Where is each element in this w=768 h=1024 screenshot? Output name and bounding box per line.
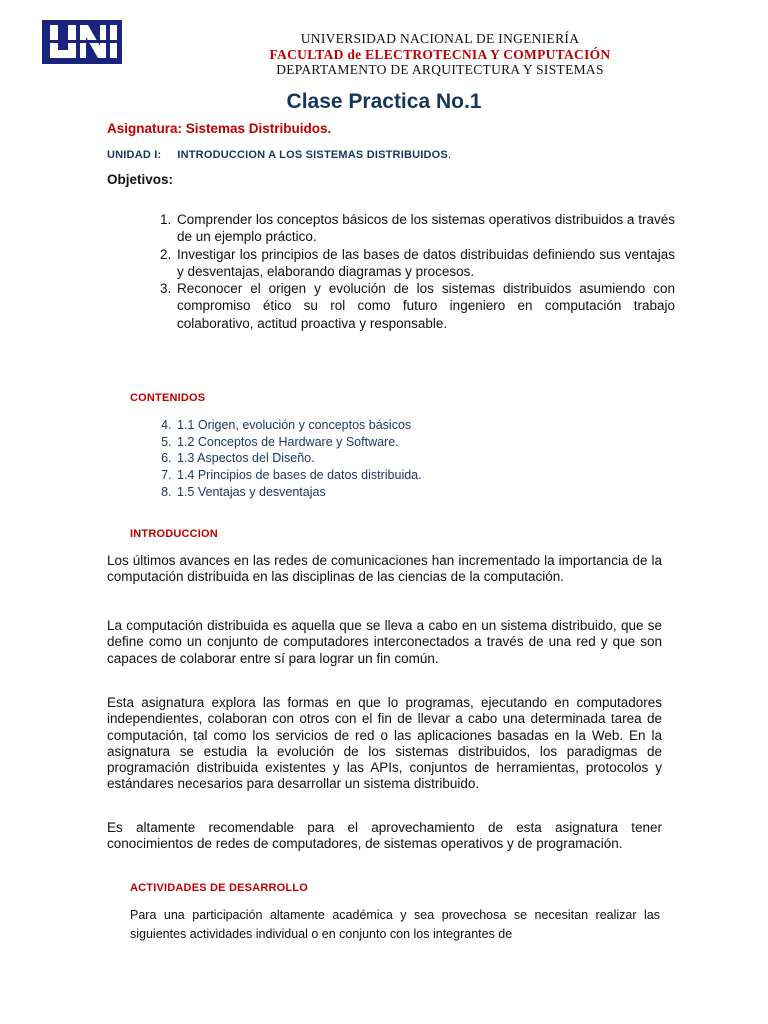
activities-paragraph: Para una participación altamente académica y sea provechosa se necesitan realizar las siguientes actividades individual o en conjunto con los integrantes de xyxy=(130,908,660,941)
intro-paragraph: Los últimos avances en las redes de comunicaciones han incrementado la importancia de la computación distribuida en las disciplinas de las ciencias de la computación. xyxy=(107,553,662,585)
faculty-name: FACULTAD de ELECTROTECNIA Y COMPUTACIÓN xyxy=(269,47,611,62)
document-title: Clase Practica No.1 xyxy=(286,90,482,113)
objective-item: 3. Reconocer el origen y evolución de los sistemas distribuidos asumiendo con compromiso ético su rol como futuro ingeniero en computación trabajo colaborativo, actitud proactiva y responsable. xyxy=(175,280,675,332)
content-item: 4. 1.1 Origen, evolución y conceptos básicos xyxy=(175,417,422,434)
objectives-list xyxy=(150,211,675,332)
contents-list xyxy=(150,417,422,501)
objectives-heading: Objetivos: xyxy=(107,172,174,187)
content-item: 8. 1.5 Ventajas y desventajas xyxy=(175,484,422,501)
intro-paragraph: Es altamente recomendable para el aprovechamiento de esta asignatura tener conocimientos de redes de computadores, de sistemas operativos y de programación. xyxy=(107,820,662,852)
unit-label: UNIDAD I: xyxy=(107,149,162,161)
subject-line: Asignatura: Sistemas Distribuidos. xyxy=(107,121,332,136)
content-item: 7. 1.4 Principios de bases de datos distribuida. xyxy=(175,467,422,484)
department-name: DEPARTAMENTO DE ARQUITECTURA Y SISTEMAS xyxy=(276,62,604,77)
university-name: UNIVERSIDAD NACIONAL DE INGENIERÍA xyxy=(300,31,580,46)
activities-heading: ACTIVIDADES DE DESARROLLO xyxy=(130,882,308,894)
intro-paragraph: Esta asignatura explora las formas en que lo programas, ejecutando en computadores independientes, colaboran con otros con el fin de llevar a cabo una determinada tarea de computación, tal como los servicios de red o las aplicaciones basadas en la Web. En la asignatura se estudia la evolución de los sistemas distribuidos, los paradigmas de programación distribuida existentes y las APIs, conjuntos de herramientas, protocolos y estándares necesarios para desarrollar un sistema distribuido. xyxy=(107,695,662,792)
unit-line xyxy=(107,149,451,161)
uni-logo xyxy=(42,20,122,64)
unit-suffix: . xyxy=(447,149,452,161)
objective-item: 2. Investigar los principios de las bases de datos distribuidas definiendo sus ventajas y desventajas, elaborando diagramas y procesos. xyxy=(175,246,675,281)
objective-item: 1. Comprender los conceptos básicos de los sistemas operativos distribuidos a través de un ejemplo práctico. xyxy=(175,211,675,246)
unit-name: INTRODUCCION A LOS SISTEMAS DISTRIBUIDOS xyxy=(177,149,448,161)
intro-paragraph: La computación distribuida es aquella que se lleva a cabo en un sistema distribuido, que se define como un conjunto de computadores interconectados a través de una red y que son capaces de colaborar entre sí para lograr un fin común. xyxy=(107,618,662,666)
intro-heading: INTRODUCCION xyxy=(130,528,218,540)
content-item: 6. 1.3 Aspectos del Diseño. xyxy=(175,450,422,467)
contents-heading: CONTENIDOS xyxy=(130,392,206,404)
content-item: 5. 1.2 Conceptos de Hardware y Software. xyxy=(175,434,422,451)
